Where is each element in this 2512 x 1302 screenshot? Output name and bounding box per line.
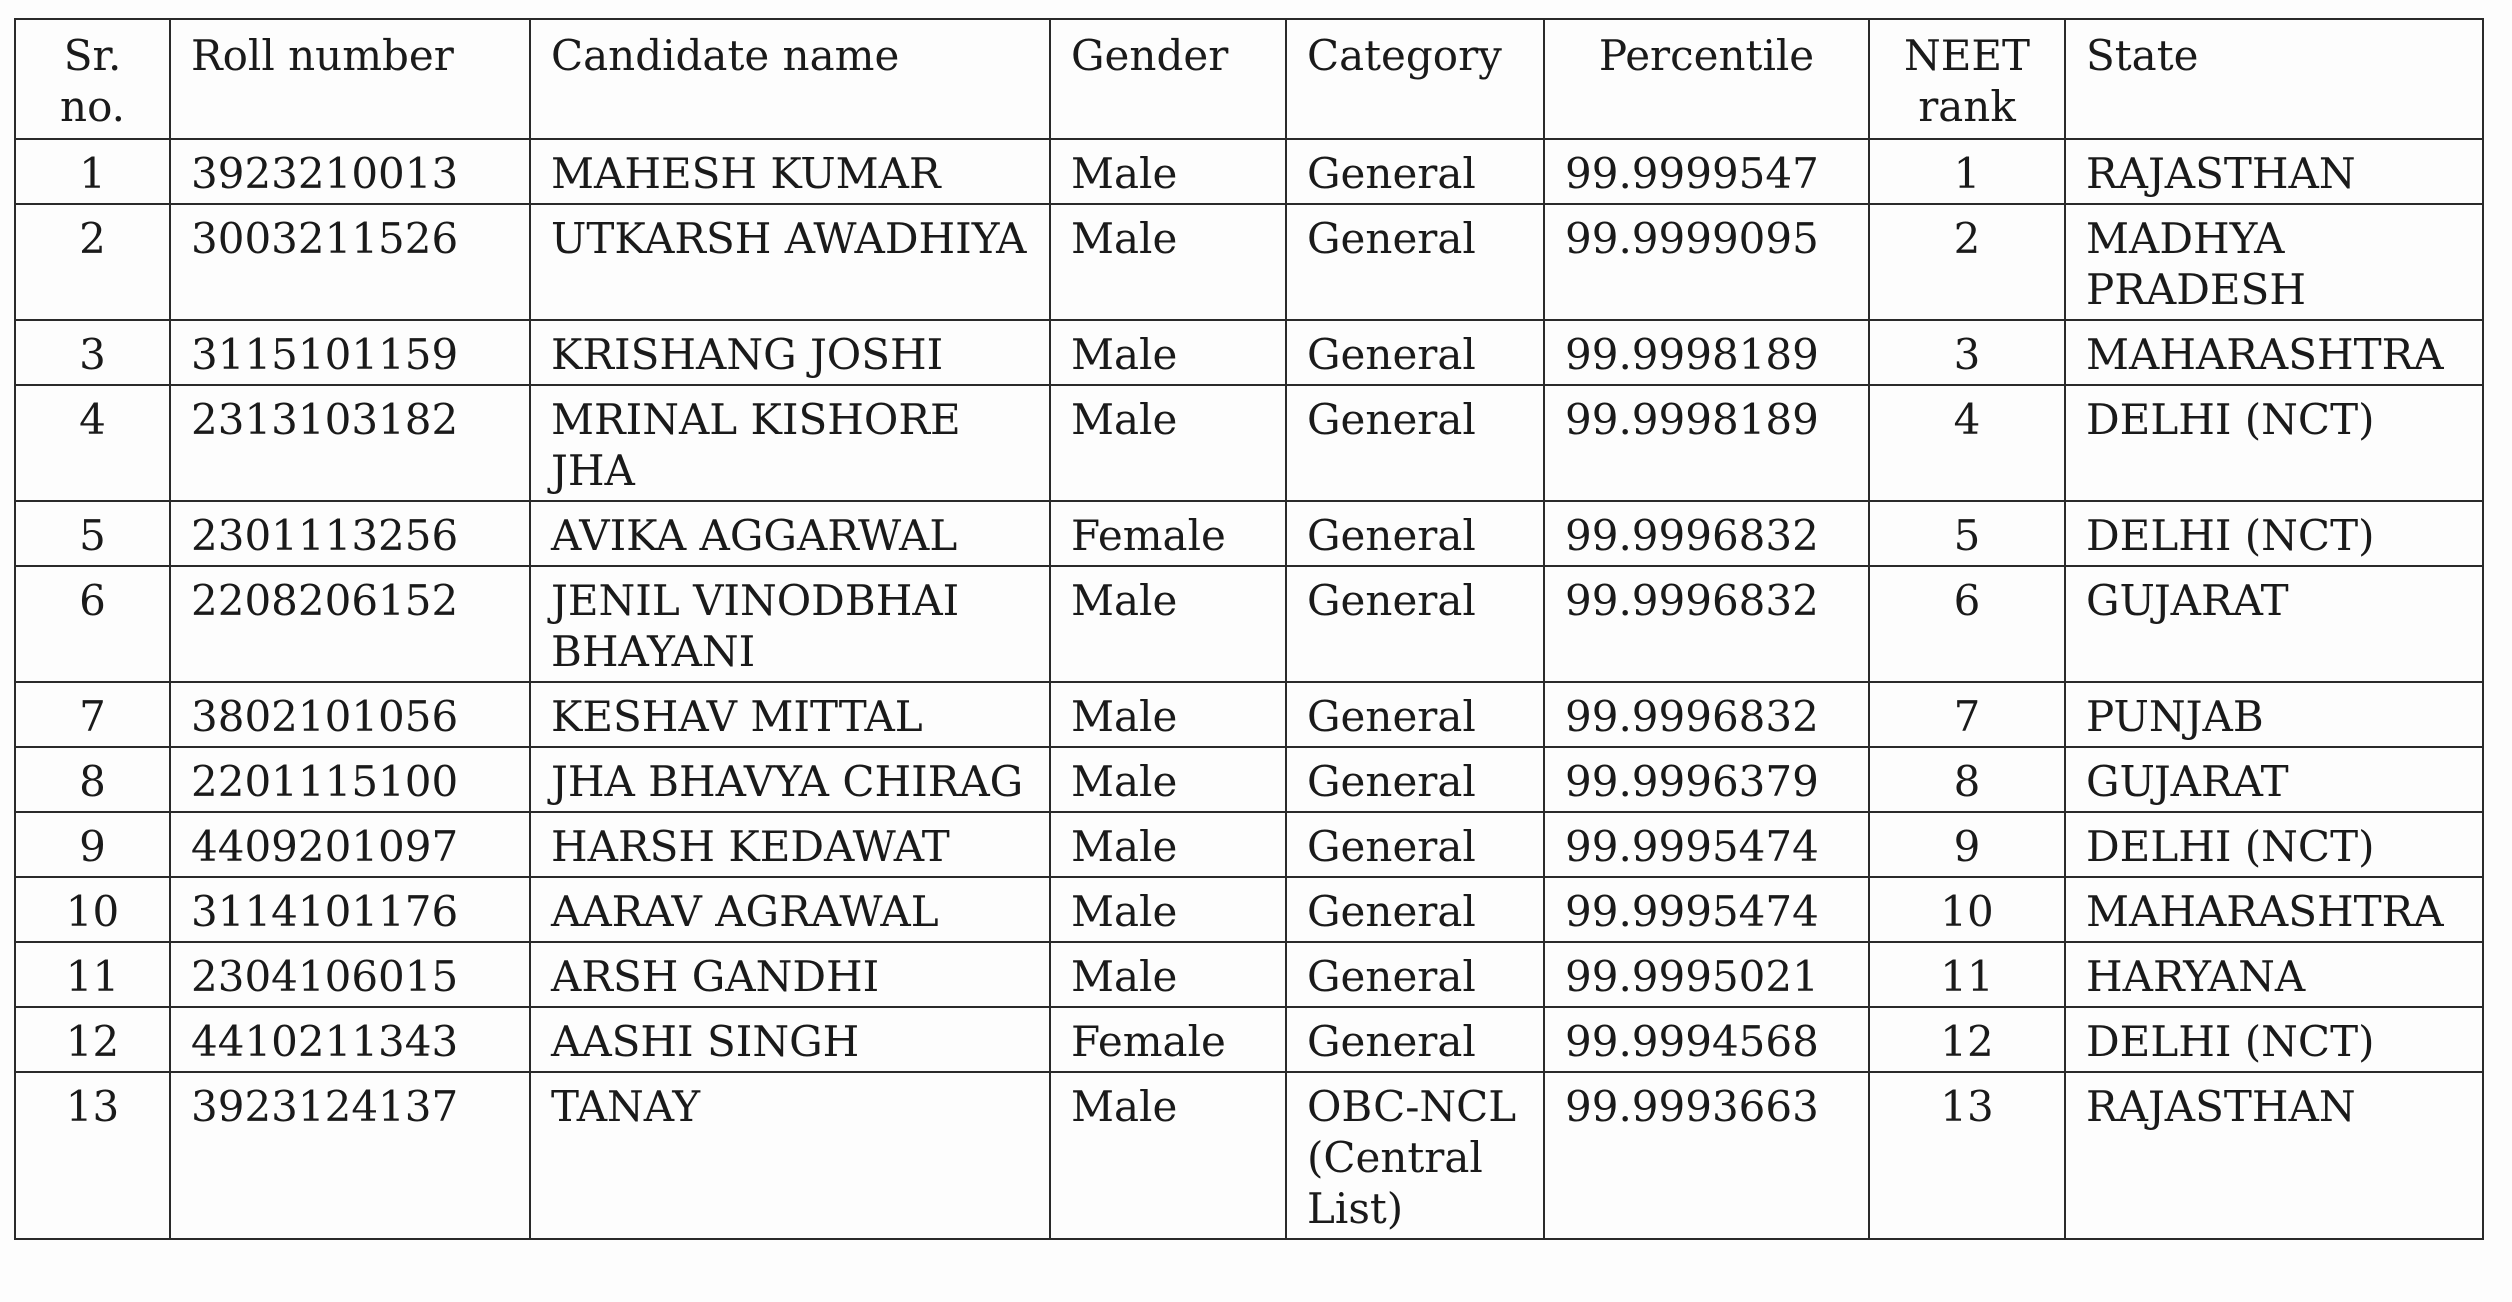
table-row <box>15 942 2483 1007</box>
cell-category: General <box>1286 566 1544 682</box>
cell-state: MADHYA PRADESH <box>2065 204 2483 320</box>
cell-neet-rank: 2 <box>1869 204 2065 320</box>
cell-sr-no: 4 <box>15 385 170 501</box>
cell-percentile: 99.9996832 <box>1544 682 1869 747</box>
table-row <box>15 139 2483 204</box>
cell-neet-rank: 6 <box>1869 566 2065 682</box>
cell-percentile: 99.9999547 <box>1544 139 1869 204</box>
cell-neet-rank: 11 <box>1869 942 2065 1007</box>
cell-neet-rank: 5 <box>1869 501 2065 566</box>
cell-category: General <box>1286 942 1544 1007</box>
cell-sr-no: 8 <box>15 747 170 812</box>
table-row <box>15 1072 2483 1239</box>
cell-category: General <box>1286 877 1544 942</box>
cell-category: General <box>1286 501 1544 566</box>
cell-state: DELHI (NCT) <box>2065 812 2483 877</box>
cell-neet-rank: 12 <box>1869 1007 2065 1072</box>
cell-category: General <box>1286 812 1544 877</box>
cell-neet-rank: 8 <box>1869 747 2065 812</box>
cell-candidate-name: UTKARSH AWADHIYA <box>530 204 1050 320</box>
cell-candidate-name: HARSH KEDAWAT <box>530 812 1050 877</box>
cell-sr-no: 12 <box>15 1007 170 1072</box>
cell-sr-no: 6 <box>15 566 170 682</box>
cell-category: General <box>1286 1007 1544 1072</box>
cell-category: General <box>1286 747 1544 812</box>
cell-percentile: 99.9996832 <box>1544 566 1869 682</box>
cell-sr-no: 10 <box>15 877 170 942</box>
cell-category: General <box>1286 320 1544 385</box>
cell-roll-number: 3802101056 <box>170 682 530 747</box>
cell-neet-rank: 7 <box>1869 682 2065 747</box>
cell-roll-number: 2201115100 <box>170 747 530 812</box>
cell-gender: Male <box>1050 1072 1286 1239</box>
table-row <box>15 877 2483 942</box>
cell-roll-number: 2313103182 <box>170 385 530 501</box>
table-row <box>15 812 2483 877</box>
cell-neet-rank: 9 <box>1869 812 2065 877</box>
cell-gender: Male <box>1050 747 1286 812</box>
cell-state: HARYANA <box>2065 942 2483 1007</box>
cell-candidate-name: TANAY <box>530 1072 1050 1239</box>
table-row <box>15 566 2483 682</box>
cell-category: General <box>1286 204 1544 320</box>
cell-gender: Male <box>1050 812 1286 877</box>
header-sr-no: Sr. no. <box>15 19 170 139</box>
cell-category: General <box>1286 385 1544 501</box>
header-row <box>15 19 2483 139</box>
header-roll-number: Roll number <box>170 19 530 139</box>
cell-percentile: 99.9999095 <box>1544 204 1869 320</box>
cell-state: MAHARASHTRA <box>2065 877 2483 942</box>
cell-neet-rank: 13 <box>1869 1072 2065 1239</box>
cell-candidate-name: JHA BHAVYA CHIRAG <box>530 747 1050 812</box>
cell-percentile: 99.9995474 <box>1544 877 1869 942</box>
cell-roll-number: 3923124137 <box>170 1072 530 1239</box>
table-row <box>15 320 2483 385</box>
cell-roll-number: 2208206152 <box>170 566 530 682</box>
header-candidate-name: Candidate name <box>530 19 1050 139</box>
cell-candidate-name: AASHI SINGH <box>530 1007 1050 1072</box>
table-row <box>15 747 2483 812</box>
header-percentile: Percentile <box>1544 19 1869 139</box>
cell-percentile: 99.9993663 <box>1544 1072 1869 1239</box>
cell-state: MAHARASHTRA <box>2065 320 2483 385</box>
cell-gender: Male <box>1050 877 1286 942</box>
cell-roll-number: 3114101176 <box>170 877 530 942</box>
header-gender: Gender <box>1050 19 1286 139</box>
cell-roll-number: 2304106015 <box>170 942 530 1007</box>
cell-roll-number: 2301113256 <box>170 501 530 566</box>
cell-percentile: 99.9998189 <box>1544 320 1869 385</box>
cell-neet-rank: 4 <box>1869 385 2065 501</box>
cell-state: PUNJAB <box>2065 682 2483 747</box>
table-row <box>15 501 2483 566</box>
header-neet-rank: NEET rank <box>1869 19 2065 139</box>
cell-percentile: 99.9996832 <box>1544 501 1869 566</box>
cell-neet-rank: 10 <box>1869 877 2065 942</box>
cell-gender: Male <box>1050 320 1286 385</box>
cell-roll-number: 4409201097 <box>170 812 530 877</box>
header-category: Category <box>1286 19 1544 139</box>
cell-candidate-name: KRISHANG JOSHI <box>530 320 1050 385</box>
cell-gender: Male <box>1050 139 1286 204</box>
cell-gender: Male <box>1050 385 1286 501</box>
cell-gender: Female <box>1050 1007 1286 1072</box>
cell-roll-number: 3115101159 <box>170 320 530 385</box>
cell-percentile: 99.9995474 <box>1544 812 1869 877</box>
cell-roll-number: 3923210013 <box>170 139 530 204</box>
cell-state: RAJASTHAN <box>2065 139 2483 204</box>
cell-sr-no: 2 <box>15 204 170 320</box>
cell-candidate-name: MRINAL KISHORE JHA <box>530 385 1050 501</box>
cell-candidate-name: ARSH GANDHI <box>530 942 1050 1007</box>
cell-roll-number: 4410211343 <box>170 1007 530 1072</box>
cell-candidate-name: KESHAV MITTAL <box>530 682 1050 747</box>
cell-sr-no: 13 <box>15 1072 170 1239</box>
cell-gender: Female <box>1050 501 1286 566</box>
cell-category: General <box>1286 682 1544 747</box>
cell-candidate-name: JENIL VINODBHAI BHAYANI <box>530 566 1050 682</box>
cell-neet-rank: 3 <box>1869 320 2065 385</box>
cell-sr-no: 7 <box>15 682 170 747</box>
table-row <box>15 682 2483 747</box>
table-row <box>15 1007 2483 1072</box>
cell-gender: Male <box>1050 682 1286 747</box>
cell-candidate-name: MAHESH KUMAR <box>530 139 1050 204</box>
cell-gender: Male <box>1050 942 1286 1007</box>
cell-state: GUJARAT <box>2065 566 2483 682</box>
cell-gender: Male <box>1050 566 1286 682</box>
cell-sr-no: 1 <box>15 139 170 204</box>
cell-sr-no: 9 <box>15 812 170 877</box>
cell-sr-no: 11 <box>15 942 170 1007</box>
cell-percentile: 99.9995021 <box>1544 942 1869 1007</box>
cell-state: GUJARAT <box>2065 747 2483 812</box>
cell-roll-number: 3003211526 <box>170 204 530 320</box>
cell-category: OBC-NCL (Central List) <box>1286 1072 1544 1239</box>
header-state: State <box>2065 19 2483 139</box>
cell-candidate-name: AARAV AGRAWAL <box>530 877 1050 942</box>
cell-state: RAJASTHAN <box>2065 1072 2483 1239</box>
cell-category: General <box>1286 139 1544 204</box>
neet-toppers-table <box>14 18 2484 1240</box>
cell-neet-rank: 1 <box>1869 139 2065 204</box>
cell-sr-no: 3 <box>15 320 170 385</box>
cell-sr-no: 5 <box>15 501 170 566</box>
cell-state: DELHI (NCT) <box>2065 385 2483 501</box>
cell-gender: Male <box>1050 204 1286 320</box>
table-row <box>15 385 2483 501</box>
cell-candidate-name: AVIKA AGGARWAL <box>530 501 1050 566</box>
cell-percentile: 99.9998189 <box>1544 385 1869 501</box>
cell-percentile: 99.9994568 <box>1544 1007 1869 1072</box>
cell-state: DELHI (NCT) <box>2065 1007 2483 1072</box>
table-row <box>15 204 2483 320</box>
table-body <box>15 139 2483 1239</box>
cell-state: DELHI (NCT) <box>2065 501 2483 566</box>
cell-percentile: 99.9996379 <box>1544 747 1869 812</box>
